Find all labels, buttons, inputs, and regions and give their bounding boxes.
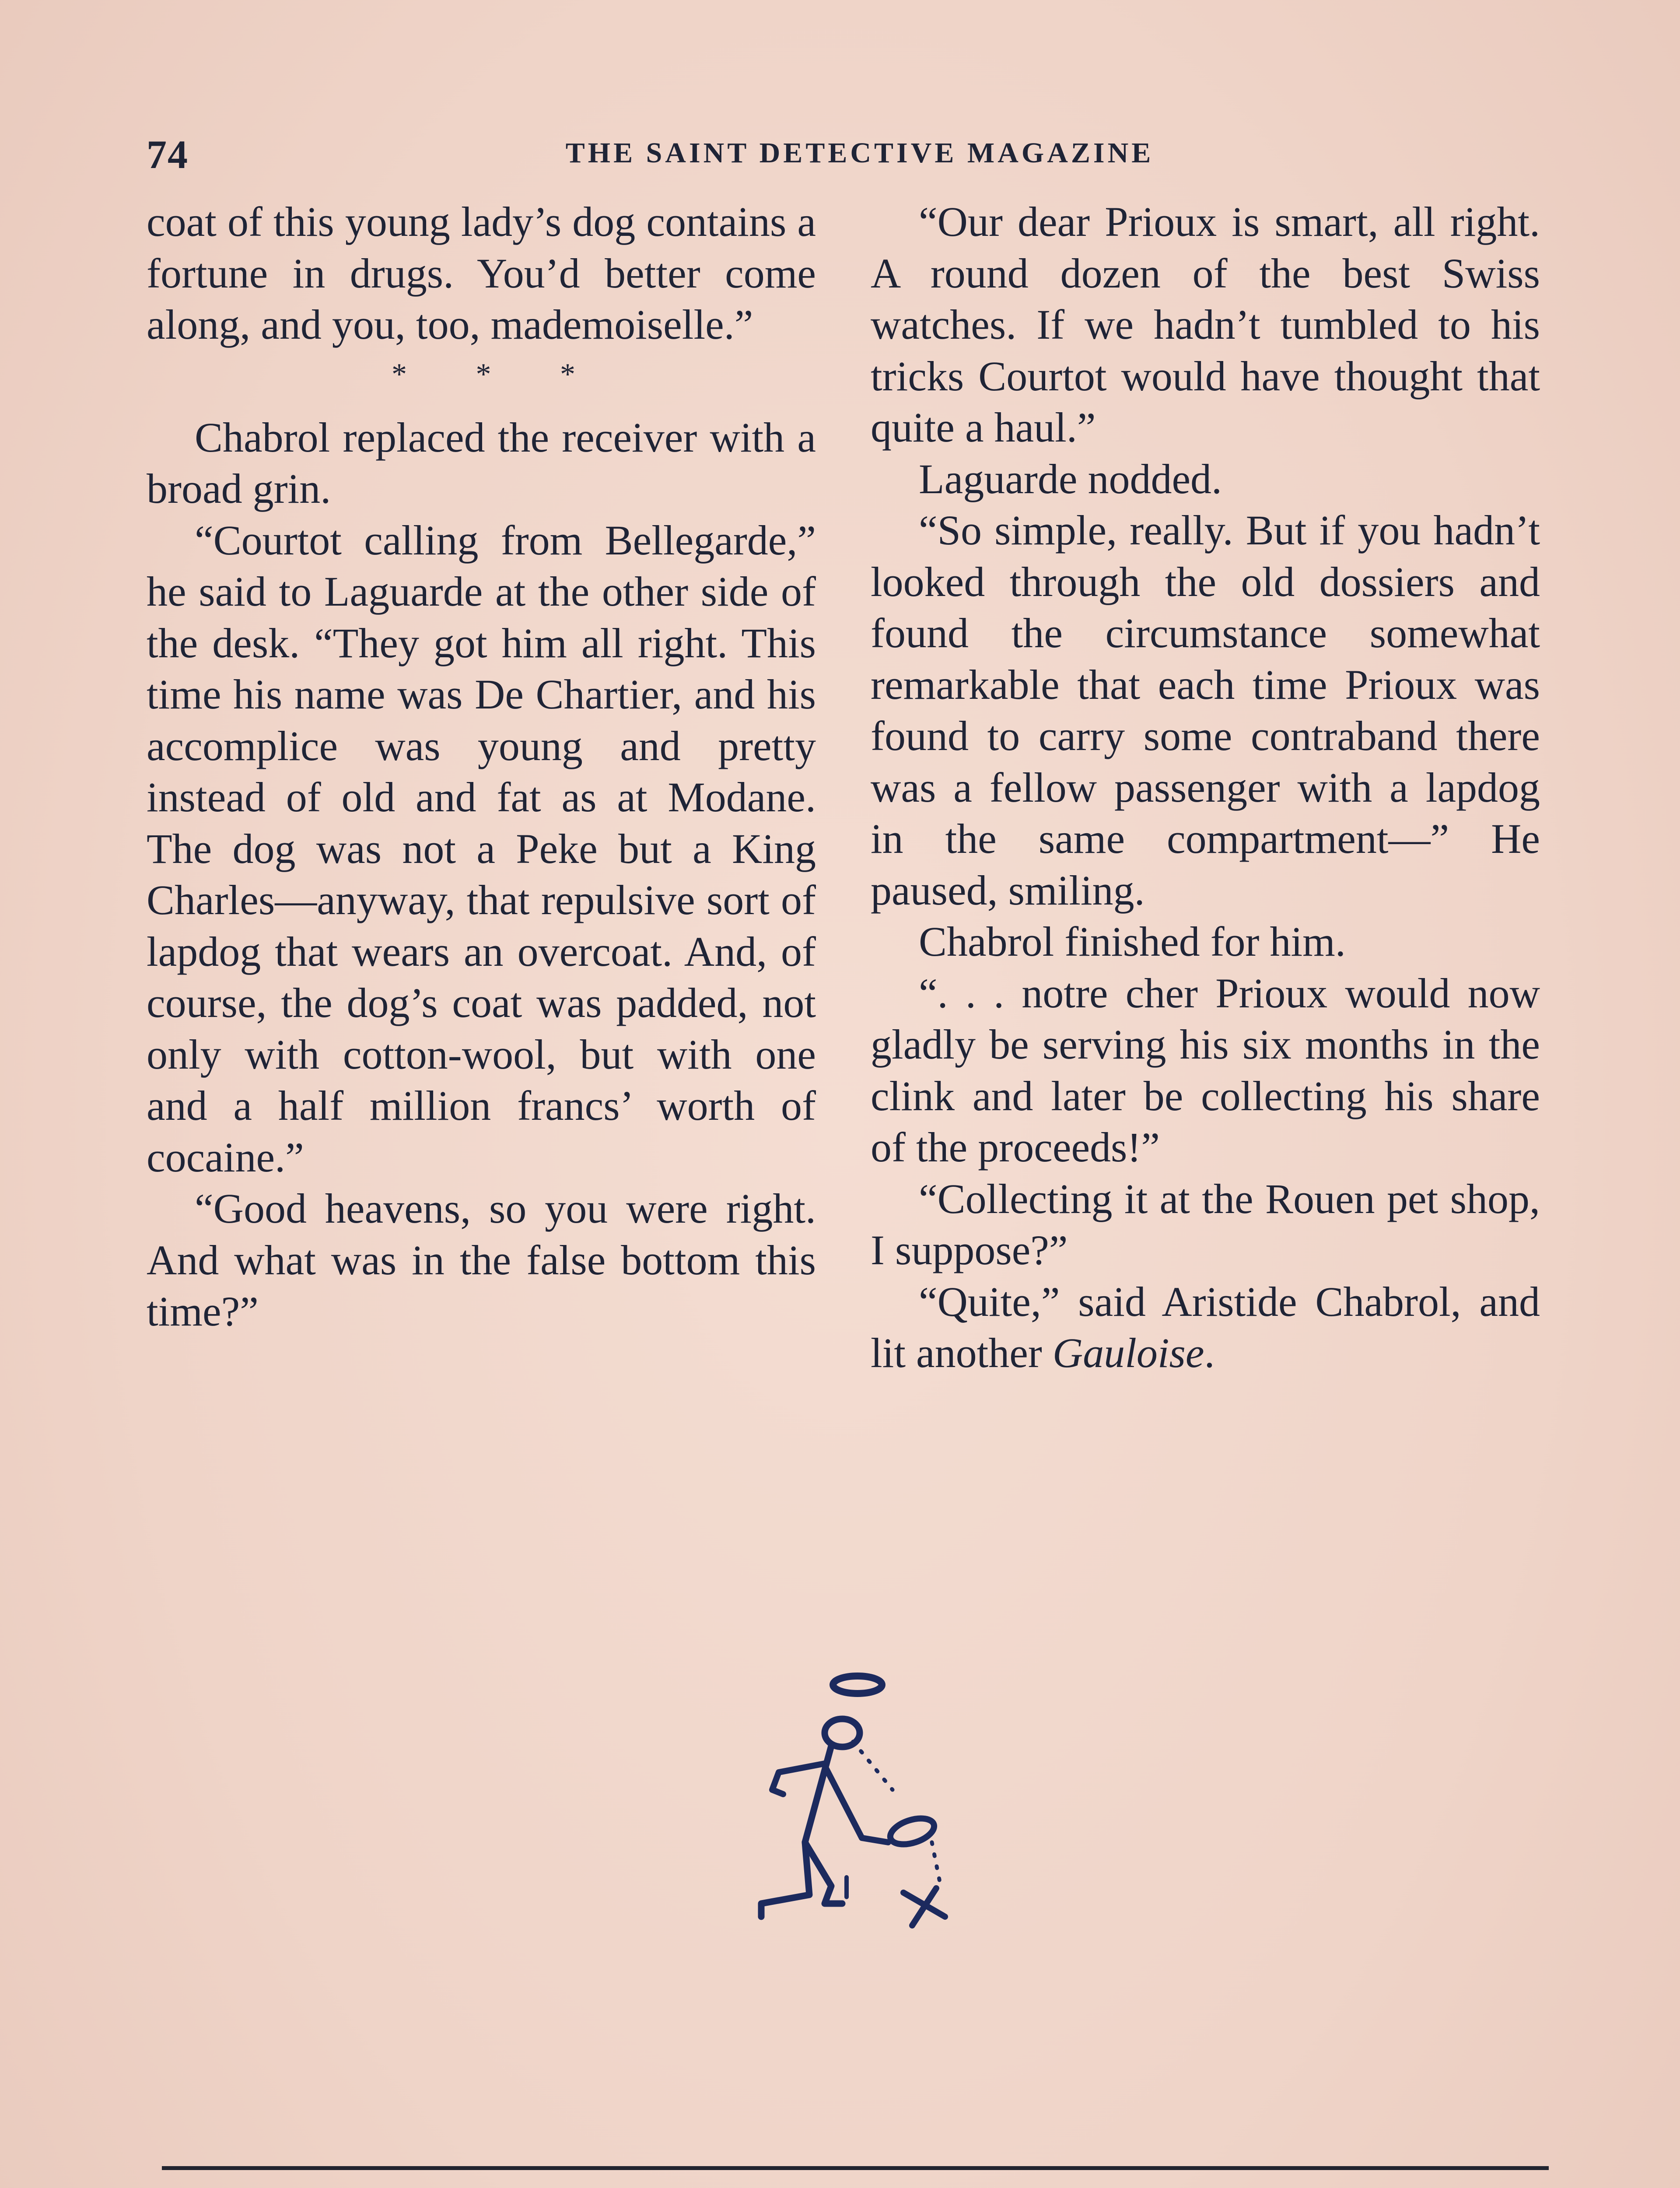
paragraph-end: . <box>1204 1329 1215 1376</box>
paragraph: “Collecting it at the Rouen pet shop, I suppose?” <box>871 1175 1540 1273</box>
saint-stick-figure-icon <box>674 1659 998 1991</box>
page-number: 74 <box>147 132 189 177</box>
right-column <box>871 196 1540 1379</box>
paragraph: Laguarde nodded. <box>919 455 1222 502</box>
italic-word: Gauloise <box>1052 1329 1204 1376</box>
left-column <box>147 196 816 1337</box>
paragraph: “Our dear Prioux is smart, all right. A round dozen of the best Swiss watches. If we hadn’t tumbled to his tricks Courtot would have thought that quite a haul.” <box>871 198 1540 451</box>
paragraph: Chabrol replaced the receiver with a broad grin. <box>147 414 816 512</box>
page-header <box>147 131 1547 179</box>
paragraph: “Good heavens, so you were right. And what was in the false bottom this time?” <box>147 1185 816 1335</box>
paragraph: “. . . notre cher Prioux would now gladly be serving his six months in the clink and later be collecting his share of the proceeds!” <box>871 969 1540 1171</box>
top-rule <box>162 2166 1549 2170</box>
paragraph-text: “Quite,” said Aristide Chabrol, and lit another <box>871 1278 1540 1376</box>
running-head: THE SAINT DETECTIVE MAGAZINE <box>565 137 1154 169</box>
final-paragraph <box>871 1276 1540 1379</box>
paragraph: “So simple, really. But if you hadn’t looked through the old dossiers and found the circumstance somewhat remarkable that each time Prioux was found to carry some contraband there was a fellow passenger with a lapdog in the same compartment—” He paused, smiling. <box>871 507 1540 914</box>
paragraph: “Courtot calling from Bellegarde,” he said to Laguarde at the other side of the desk. “They got him all right. This time his name was De Chartier, and his accomplice was young and pretty instead of old and fat as at Modane. The dog was not a Peke but a King Charles—anyway, that repulsive sort of lapdog that wears an overcoat. And, of course, the dog’s coat was padded, not only with cotton-wool, but with one and a half million francs’ worth of cocaine.” <box>147 516 816 1181</box>
section-divider: * * * <box>392 357 606 391</box>
paragraph: Chabrol finished for him. <box>919 918 1346 965</box>
paragraph: coat of this young lady’s dog contains a fortune in drugs. You’d better come along, and you, too, mademoiselle.” <box>147 198 816 348</box>
